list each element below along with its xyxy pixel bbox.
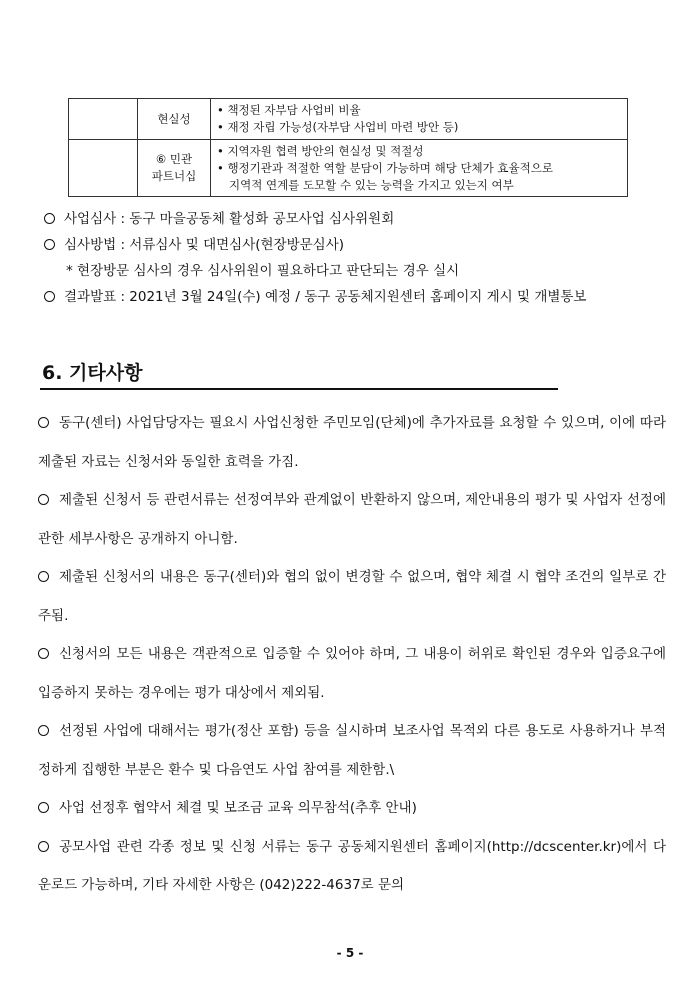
provision-text: 동구(센터) 사업담당자는 필요시 사업신청한 주민모임(단체)에 추가자료를 요청할 수 있으며, 이에 따라 제출된 자료는 신청서와 동일한 효력을 가짐. xyxy=(38,415,666,470)
review-note: * 현장방문 심사의 경우 심사위원이 필요하다고 판단되는 경우 실시 xyxy=(66,263,460,279)
provision-text: 제출된 신청서 등 관련서류는 선정여부와 관계없이 반환하지 않으며, 제안내용의 평가 및 사업자 선정에 관한 세부사항은 공개하지 아니함. xyxy=(38,492,666,547)
criteria-table xyxy=(68,98,628,197)
page-number: - 5 - xyxy=(336,946,364,960)
criteria-item-continuation: 지역적 연계를 도모할 수 있는 능력을 가지고 있는지 여부 xyxy=(229,177,514,192)
circle-bullet-icon xyxy=(38,725,49,736)
provision-text: 사업 선정후 협약서 체결 및 보조금 교육 의무참석(추후 안내) xyxy=(59,800,417,816)
provision-text: 공모사업 관련 각종 정보 및 신청 서류는 동구 공동체지원센터 홈페이지(http://dcscenter.kr)에서 다운로드 가능하며, 기타 자세한 사항은 (042)222-4637로 문의 xyxy=(38,838,666,893)
section-title: 6. 기타사항 xyxy=(42,362,143,384)
misc-provisions xyxy=(38,404,666,905)
review-item xyxy=(44,284,674,310)
review-item-text: 사업심사 : 동구 마을공동체 활성화 공모사업 심사위원회 xyxy=(64,211,395,227)
provision-paragraph xyxy=(38,635,666,712)
criteria-label-cell xyxy=(138,99,211,140)
review-info xyxy=(44,206,674,310)
review-item xyxy=(44,232,674,258)
criteria-empty-cell xyxy=(69,140,138,197)
provision-paragraph xyxy=(38,828,666,905)
criteria-item: • 책정된 자부담 사업비 비율 xyxy=(217,103,361,117)
criteria-items-cell xyxy=(211,99,628,140)
circle-bullet-icon xyxy=(44,213,55,224)
provision-paragraph xyxy=(38,789,666,828)
provision-paragraph xyxy=(38,404,666,481)
provision-text: 신청서의 모든 내용은 객관적으로 입증할 수 있어야 하며, 그 내용이 허위로 확인된 경우와 입증요구에 입증하지 못하는 경우에는 평가 대상에서 제외됨. xyxy=(38,646,666,701)
review-item-text: 심사방법 : 서류심사 및 대면심사(현장방문심사) xyxy=(64,237,345,253)
circle-bullet-icon xyxy=(44,291,55,302)
section-divider xyxy=(40,388,558,390)
criteria-item: • 재정 자립 가능성(자부담 사업비 마련 방안 등) xyxy=(217,120,459,134)
criteria-item: • 행정기관과 적절한 역할 분담이 가능하며 해당 단체가 효율적으로 xyxy=(217,160,553,175)
circle-bullet-icon xyxy=(38,802,49,813)
criteria-item: • 지역자원 협력 방안의 현실성 및 적절성 xyxy=(217,143,424,158)
criteria-label-line1: ⑥ 민관 xyxy=(155,152,193,166)
criteria-label: 현실성 xyxy=(157,111,191,126)
review-item xyxy=(44,206,674,232)
criteria-empty-cell xyxy=(69,99,138,140)
circle-bullet-icon xyxy=(38,648,49,659)
circle-bullet-icon xyxy=(38,571,49,582)
provision-text: 제출된 신청서의 내용은 동구(센터)와 협의 없이 변경할 수 없으며, 협약 체결 시 협약 조건의 일부로 간주됨. xyxy=(38,569,666,624)
criteria-label-line2: 파트너십 xyxy=(151,169,197,183)
criteria-label-cell xyxy=(138,140,211,197)
circle-bullet-icon xyxy=(38,417,49,428)
circle-bullet-icon xyxy=(38,841,49,852)
provision-paragraph xyxy=(38,712,666,789)
criteria-row-partnership xyxy=(69,140,628,197)
review-item-text: 결과발표 : 2021년 3월 24일(수) 예정 / 동구 공동체지원센터 홈페이지 게시 및 개별통보 xyxy=(64,289,587,305)
provision-paragraph xyxy=(38,481,666,558)
criteria-items-cell xyxy=(211,140,628,197)
circle-bullet-icon xyxy=(44,239,55,250)
provision-text: 선정된 사업에 대해서는 평가(정산 포함) 등을 실시하며 보조사업 목적외 다른 용도로 사용하거나 부적정하게 집행한 부분은 환수 및 다음연도 사업 참여를 제한함.\ xyxy=(38,723,666,778)
criteria-row-feasibility xyxy=(69,99,628,140)
provision-paragraph xyxy=(38,558,666,635)
circle-bullet-icon xyxy=(38,494,49,505)
